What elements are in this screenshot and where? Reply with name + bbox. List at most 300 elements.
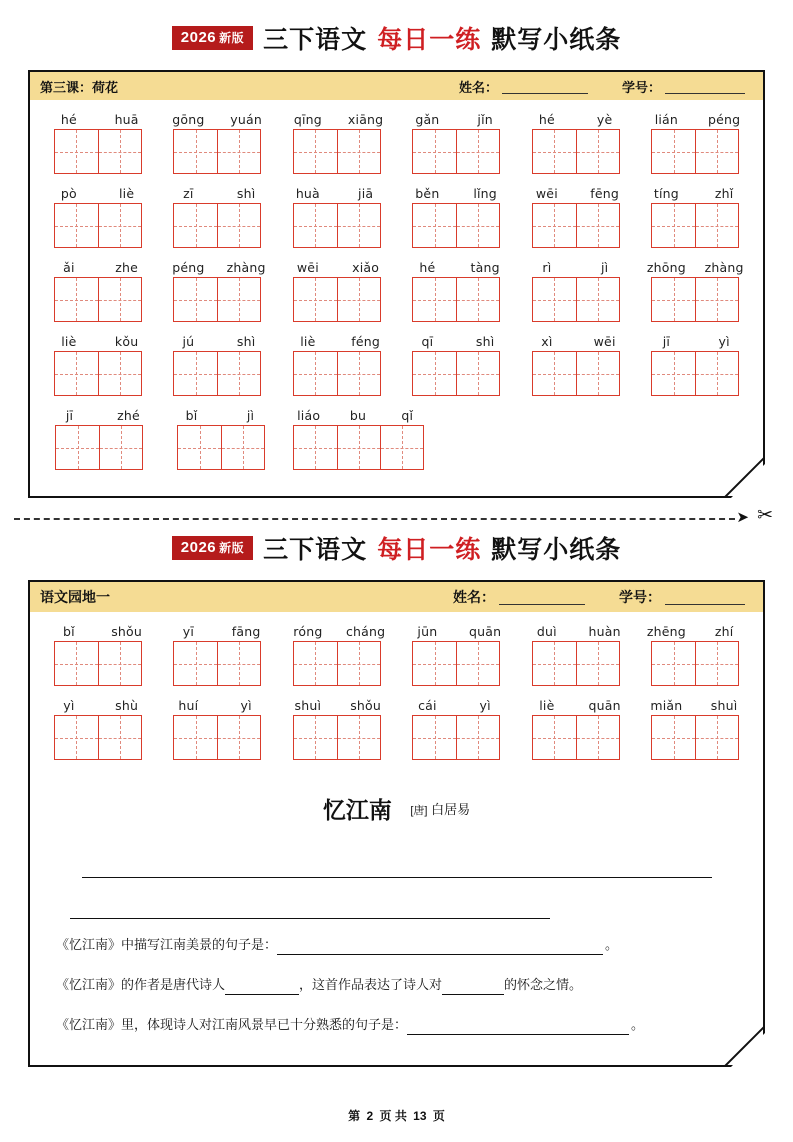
pinyin-syllable: péng <box>707 112 741 127</box>
tianzige-cell[interactable] <box>380 426 423 469</box>
pinyin-syllable: jì <box>600 260 609 275</box>
word-entry <box>160 698 276 760</box>
pinyin-label <box>279 624 395 639</box>
pinyin-label <box>279 260 395 275</box>
pinyin-label <box>518 260 634 275</box>
tianzige-cell[interactable] <box>98 278 141 321</box>
tianzige-box[interactable] <box>54 715 142 760</box>
tianzige-cell[interactable] <box>695 278 738 321</box>
word-row <box>38 408 755 470</box>
tianzige-cell[interactable] <box>294 642 337 685</box>
pinyin-label <box>160 186 276 201</box>
pinyin-syllable: zhǐ <box>714 186 734 201</box>
tianzige-cell[interactable] <box>695 130 738 173</box>
pinyin-syllable: liè <box>539 698 555 713</box>
pinyin-label <box>518 112 634 127</box>
tianzige-cell[interactable] <box>174 716 217 759</box>
tianzige-box[interactable] <box>54 203 142 248</box>
answer-blank[interactable] <box>225 978 299 995</box>
tianzige-cell[interactable] <box>56 426 99 469</box>
tianzige-box[interactable] <box>177 425 265 470</box>
word-entry <box>518 624 634 686</box>
word-entry <box>638 186 754 248</box>
word-row <box>38 186 755 248</box>
word-entry <box>638 334 754 396</box>
header-title-main: 三下语文 <box>263 535 368 564</box>
tianzige-box[interactable] <box>651 203 739 248</box>
word-entry <box>399 624 515 686</box>
badge-label: 新版 <box>219 540 245 555</box>
tianzige-cell[interactable] <box>695 716 738 759</box>
tianzige-cell[interactable] <box>652 130 695 173</box>
sheet1-id-field[interactable] <box>665 79 745 94</box>
version-badge <box>172 536 253 560</box>
tianzige-cell[interactable] <box>217 278 260 321</box>
tianzige-box[interactable] <box>412 715 500 760</box>
tianzige-box[interactable] <box>532 641 620 686</box>
tianzige-box[interactable] <box>173 351 261 396</box>
pinyin-label <box>160 624 276 639</box>
pinyin-label <box>40 260 156 275</box>
pinyin-syllable: fēng <box>590 186 619 201</box>
pinyin-syllable: liè <box>61 334 77 349</box>
tianzige-cell[interactable] <box>413 642 456 685</box>
tianzige-cell[interactable] <box>174 642 217 685</box>
pinyin-syllable: shǒu <box>111 624 143 639</box>
word-entry <box>40 112 156 174</box>
pinyin-syllable: huàn <box>588 624 621 639</box>
footer-mid: 页 共 <box>379 1109 407 1123</box>
tianzige-cell[interactable] <box>413 278 456 321</box>
tianzige-box[interactable] <box>54 277 142 322</box>
word-entry <box>40 334 156 396</box>
pinyin-syllable: jī <box>662 334 671 349</box>
footer-suffix: 页 <box>432 1109 445 1123</box>
tianzige-box[interactable] <box>293 425 424 470</box>
cut-dash <box>14 518 735 520</box>
tianzige-cell[interactable] <box>55 278 98 321</box>
tianzige-cell[interactable] <box>413 352 456 395</box>
footer-page-number: 2 <box>366 1109 374 1123</box>
tianzige-cell[interactable] <box>294 426 337 469</box>
tianzige-box[interactable] <box>293 203 381 248</box>
pinyin-label <box>279 334 395 349</box>
tianzige-cell[interactable] <box>456 278 499 321</box>
sheet1-lesson-title: 第三课：荷花 <box>40 79 119 95</box>
pinyin-syllable: wēi <box>296 260 319 275</box>
word-entry <box>279 260 395 322</box>
tianzige-cell[interactable] <box>337 130 380 173</box>
pinyin-syllable: xì <box>541 334 553 349</box>
pinyin-syllable: shì <box>475 334 495 349</box>
poem-write-line[interactable] <box>82 847 712 878</box>
pinyin-syllable: yì <box>718 334 730 349</box>
question-text-mid: ，这首作品表达了诗人对 <box>299 977 443 992</box>
page-footer <box>0 1107 793 1124</box>
poem-author <box>410 799 470 818</box>
tianzige-cell[interactable] <box>576 204 619 247</box>
word-row <box>38 698 755 760</box>
tianzige-cell[interactable] <box>576 716 619 759</box>
version-badge <box>172 26 253 50</box>
pinyin-syllable: jī <box>65 408 74 423</box>
word-entry <box>40 186 156 248</box>
pinyin-syllable: lǐng <box>473 186 497 201</box>
word-entry <box>279 186 395 248</box>
sheet1-titlebar <box>30 72 763 100</box>
pinyin-syllable: jǐn <box>477 112 493 127</box>
sheet2-titlebar <box>30 582 763 612</box>
tianzige-box[interactable] <box>54 641 142 686</box>
tianzige-box[interactable] <box>532 203 620 248</box>
pinyin-syllable: rì <box>542 260 552 275</box>
pinyin-syllable: kǒu <box>114 334 139 349</box>
tianzige-cell[interactable] <box>652 278 695 321</box>
tianzige-cell[interactable] <box>98 352 141 395</box>
tianzige-cell[interactable] <box>178 426 221 469</box>
pinyin-syllable: huí <box>178 698 199 713</box>
pinyin-label <box>284 408 432 423</box>
question-tail: 。 <box>605 937 619 952</box>
tianzige-cell[interactable] <box>533 278 576 321</box>
tianzige-box[interactable] <box>651 351 739 396</box>
tianzige-cell[interactable] <box>55 716 98 759</box>
pinyin-syllable: pò <box>60 186 77 201</box>
tianzige-cell[interactable] <box>174 352 217 395</box>
word-entry <box>162 408 280 470</box>
badge-label: 新版 <box>219 30 245 45</box>
tianzige-cell[interactable] <box>456 352 499 395</box>
tianzige-cell[interactable] <box>695 204 738 247</box>
pinyin-label <box>160 260 276 275</box>
question-text: 《忆江南》中描写江南美景的句子是： <box>56 937 278 952</box>
sheet2-lesson-title: 语文园地一 <box>40 589 110 605</box>
pinyin-label <box>399 112 515 127</box>
pinyin-label <box>40 698 156 713</box>
pinyin-syllable: zī <box>183 186 194 201</box>
word-entry <box>40 624 156 686</box>
word-entry <box>638 698 754 760</box>
tianzige-box[interactable] <box>412 641 500 686</box>
pinyin-syllable: tíng <box>653 186 679 201</box>
tianzige-cell[interactable] <box>217 130 260 173</box>
question-item <box>56 935 737 955</box>
tianzige-cell[interactable] <box>217 352 260 395</box>
tianzige-cell[interactable] <box>98 204 141 247</box>
pinyin-syllable: cái <box>418 698 437 713</box>
worksheet-sheet-1 <box>28 70 765 498</box>
pinyin-syllable: yè <box>596 112 613 127</box>
sheet1-name-label: 姓名： <box>458 79 498 95</box>
pinyin-label <box>279 112 395 127</box>
tianzige-box[interactable] <box>54 129 142 174</box>
pinyin-syllable: jì <box>246 408 255 423</box>
pinyin-syllable: bǐ <box>185 408 198 423</box>
word-entry <box>279 334 395 396</box>
tianzige-box[interactable] <box>293 715 381 760</box>
tianzige-cell[interactable] <box>533 716 576 759</box>
sheet1-name-field[interactable] <box>502 79 588 94</box>
tianzige-box[interactable] <box>532 129 620 174</box>
header-title-accent: 每日一练 <box>377 25 482 54</box>
page-header-1 <box>0 20 793 56</box>
pinyin-syllable: gōng <box>172 112 205 127</box>
tianzige-cell[interactable] <box>55 352 98 395</box>
tianzige-cell[interactable] <box>337 426 380 469</box>
word-entry <box>638 112 754 174</box>
pinyin-syllable: cháng <box>345 624 386 639</box>
badge-year: 2026 <box>180 29 217 46</box>
pinyin-label <box>399 334 515 349</box>
question-text: 《忆江南》的作者是唐代诗人 <box>56 977 226 992</box>
pinyin-label <box>518 624 634 639</box>
pinyin-syllable: hé <box>419 260 436 275</box>
tianzige-cell[interactable] <box>337 204 380 247</box>
pinyin-syllable: duì <box>536 624 557 639</box>
word-entry <box>279 624 395 686</box>
word-entry <box>160 334 276 396</box>
tianzige-cell[interactable] <box>533 642 576 685</box>
tianzige-cell[interactable] <box>294 352 337 395</box>
tianzige-cell[interactable] <box>576 642 619 685</box>
pinyin-syllable: xiāng <box>347 112 384 127</box>
pinyin-syllable: hé <box>538 112 555 127</box>
pinyin-label <box>40 112 156 127</box>
tianzige-box[interactable] <box>412 351 500 396</box>
sheet2-grid <box>30 612 763 786</box>
tianzige-cell[interactable] <box>294 278 337 321</box>
tianzige-box[interactable] <box>173 129 261 174</box>
pinyin-label <box>638 334 754 349</box>
tianzige-box[interactable] <box>173 715 261 760</box>
poem-writing-lines <box>70 847 723 919</box>
tianzige-cell[interactable] <box>695 642 738 685</box>
pinyin-label <box>518 186 634 201</box>
word-entry <box>40 698 156 760</box>
tianzige-cell[interactable] <box>695 352 738 395</box>
tianzige-box[interactable] <box>293 277 381 322</box>
pinyin-syllable: zhe <box>115 260 139 275</box>
tianzige-cell[interactable] <box>652 352 695 395</box>
pinyin-label <box>638 624 754 639</box>
tianzige-cell[interactable] <box>456 716 499 759</box>
tianzige-cell[interactable] <box>217 642 260 685</box>
pinyin-label <box>162 408 280 423</box>
tianzige-box[interactable] <box>412 129 500 174</box>
tianzige-box[interactable] <box>651 129 739 174</box>
word-entry <box>399 698 515 760</box>
pinyin-syllable: yì <box>63 698 75 713</box>
pinyin-label <box>160 334 276 349</box>
tianzige-box[interactable] <box>173 203 261 248</box>
pinyin-label <box>399 186 515 201</box>
footer-prefix: 第 <box>348 1109 361 1123</box>
poem-heading <box>30 792 763 825</box>
pinyin-syllable: shuì <box>294 698 322 713</box>
pinyin-syllable: shǒu <box>350 698 382 713</box>
tianzige-cell[interactable] <box>456 642 499 685</box>
tianzige-cell[interactable] <box>456 204 499 247</box>
tianzige-box[interactable] <box>54 351 142 396</box>
tianzige-cell[interactable] <box>576 278 619 321</box>
word-entry <box>518 334 634 396</box>
tianzige-cell[interactable] <box>337 352 380 395</box>
pinyin-syllable: hé <box>60 112 77 127</box>
pinyin-syllable: ǎi <box>63 260 75 275</box>
tianzige-cell[interactable] <box>533 204 576 247</box>
answer-blank[interactable] <box>277 938 603 955</box>
pinyin-syllable: shuì <box>710 698 738 713</box>
answer-blank[interactable] <box>442 978 504 995</box>
badge-year: 2026 <box>180 539 217 556</box>
sheet2-id-field[interactable] <box>665 590 745 605</box>
tianzige-cell[interactable] <box>217 716 260 759</box>
tianzige-box[interactable] <box>55 425 143 470</box>
word-entry <box>399 112 515 174</box>
pinyin-syllable: jú <box>182 334 195 349</box>
tianzige-cell[interactable] <box>174 204 217 247</box>
tianzige-box[interactable] <box>651 641 739 686</box>
pinyin-label <box>638 186 754 201</box>
word-row <box>38 334 755 396</box>
tianzige-box[interactable] <box>532 715 620 760</box>
pinyin-label <box>518 334 634 349</box>
tianzige-cell[interactable] <box>652 716 695 759</box>
pinyin-syllable: liè <box>119 186 135 201</box>
pinyin-label <box>518 698 634 713</box>
pinyin-syllable: zhōng <box>646 260 686 275</box>
pinyin-syllable: yì <box>479 698 491 713</box>
pinyin-syllable: bu <box>349 408 367 423</box>
tianzige-cell[interactable] <box>576 352 619 395</box>
sheet1-grid <box>30 100 763 496</box>
pinyin-syllable: zhàng <box>226 260 266 275</box>
pinyin-syllable: quān <box>469 624 502 639</box>
pinyin-syllable: běn <box>415 186 440 201</box>
tianzige-cell[interactable] <box>337 642 380 685</box>
tianzige-box[interactable] <box>651 277 739 322</box>
question-tail: 。 <box>631 1017 645 1032</box>
tianzige-cell[interactable] <box>55 130 98 173</box>
pinyin-syllable: wēi <box>535 186 558 201</box>
word-row <box>38 260 755 322</box>
pinyin-label <box>40 334 156 349</box>
tianzige-cell[interactable] <box>55 204 98 247</box>
pinyin-syllable: liáo <box>297 408 321 423</box>
tianzige-cell[interactable] <box>294 130 337 173</box>
tianzige-cell[interactable] <box>55 642 98 685</box>
pinyin-syllable: zhé <box>117 408 140 423</box>
tianzige-cell[interactable] <box>456 130 499 173</box>
tianzige-cell[interactable] <box>217 204 260 247</box>
pinyin-syllable: shì <box>236 334 256 349</box>
tianzige-box[interactable] <box>173 641 261 686</box>
tianzige-box[interactable] <box>412 203 500 248</box>
word-entry <box>638 624 754 686</box>
pinyin-syllable: bǐ <box>62 624 75 639</box>
tianzige-box[interactable] <box>173 277 261 322</box>
pinyin-syllable: qī <box>421 334 434 349</box>
pinyin-label <box>160 112 276 127</box>
word-entry <box>518 698 634 760</box>
tianzige-cell[interactable] <box>294 716 337 759</box>
tianzige-cell[interactable] <box>652 642 695 685</box>
tianzige-cell[interactable] <box>337 278 380 321</box>
tianzige-cell[interactable] <box>533 352 576 395</box>
tianzige-cell[interactable] <box>98 130 141 173</box>
pinyin-syllable: péng <box>172 260 205 275</box>
tianzige-cell[interactable] <box>294 204 337 247</box>
poem-write-line[interactable] <box>70 888 550 919</box>
tianzige-box[interactable] <box>412 277 500 322</box>
tianzige-cell[interactable] <box>652 204 695 247</box>
pinyin-label <box>638 698 754 713</box>
pinyin-syllable: fāng <box>231 624 261 639</box>
pinyin-label <box>399 260 515 275</box>
pinyin-syllable: liè <box>300 334 316 349</box>
word-row <box>38 624 755 686</box>
tianzige-cell[interactable] <box>533 130 576 173</box>
tianzige-cell[interactable] <box>337 716 380 759</box>
tianzige-cell[interactable] <box>413 204 456 247</box>
sheet2-name-field[interactable] <box>499 590 585 605</box>
tianzige-box[interactable] <box>532 351 620 396</box>
tianzige-box[interactable] <box>532 277 620 322</box>
header-title-tail: 默写小纸条 <box>491 535 622 564</box>
pinyin-label <box>40 624 156 639</box>
tianzige-cell[interactable] <box>413 130 456 173</box>
tianzige-box[interactable] <box>651 715 739 760</box>
pinyin-syllable: huà <box>295 186 320 201</box>
question-list <box>56 935 737 1035</box>
tianzige-cell[interactable] <box>174 278 217 321</box>
tianzige-box[interactable] <box>293 351 381 396</box>
tianzige-cell[interactable] <box>576 130 619 173</box>
pinyin-syllable: yuán <box>230 112 262 127</box>
tianzige-box[interactable] <box>293 641 381 686</box>
pinyin-syllable: zhēng <box>646 624 686 639</box>
pinyin-label <box>279 186 395 201</box>
tianzige-cell[interactable] <box>221 426 264 469</box>
tianzige-cell[interactable] <box>99 426 142 469</box>
pinyin-syllable: yì <box>240 698 252 713</box>
tianzige-cell[interactable] <box>98 642 141 685</box>
word-entry <box>284 408 432 470</box>
pinyin-syllable: shù <box>115 698 139 713</box>
word-entry <box>399 334 515 396</box>
scissors-icon: ✂ <box>757 505 773 526</box>
pinyin-label <box>279 698 395 713</box>
word-entry <box>638 260 754 322</box>
word-entry <box>518 186 634 248</box>
word-entry <box>160 260 276 322</box>
answer-blank[interactable] <box>407 1018 629 1035</box>
word-entry <box>160 186 276 248</box>
question-text-post: 的怀念之情。 <box>504 977 583 992</box>
header-title-accent: 每日一练 <box>377 535 482 564</box>
pinyin-syllable: shì <box>236 186 256 201</box>
pinyin-syllable: wēi <box>593 334 616 349</box>
pinyin-label <box>638 112 754 127</box>
word-entry <box>518 112 634 174</box>
tianzige-cell[interactable] <box>174 130 217 173</box>
tianzige-cell[interactable] <box>413 716 456 759</box>
pinyin-syllable: qǐ <box>401 408 414 423</box>
tianzige-box[interactable] <box>293 129 381 174</box>
word-entry <box>399 186 515 248</box>
poem-author-name: 白居易 <box>431 802 471 817</box>
tianzige-cell[interactable] <box>98 716 141 759</box>
